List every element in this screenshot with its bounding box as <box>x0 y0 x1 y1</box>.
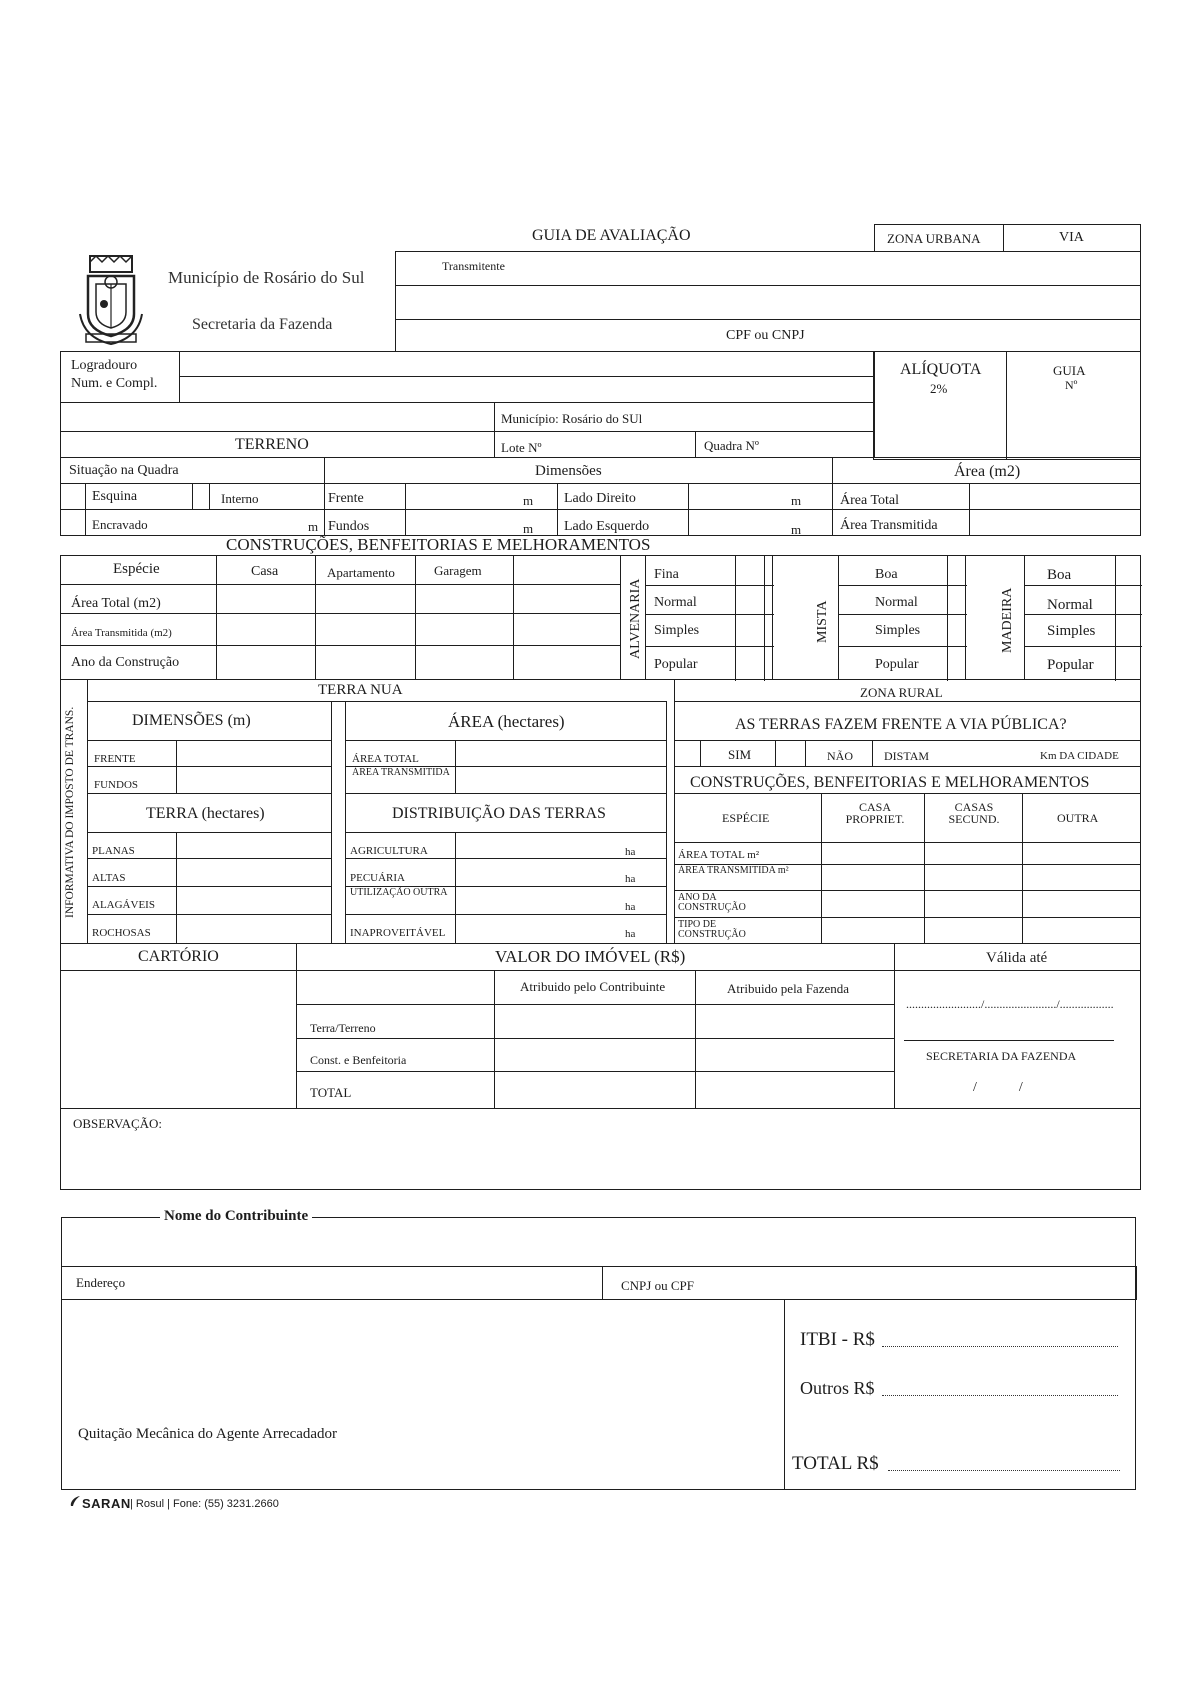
num-compl-field[interactable] <box>179 376 875 403</box>
alvenaria-options <box>645 555 773 680</box>
mista-opt-popular[interactable]: Popular <box>875 657 919 672</box>
lado-direito-label: Lado Direito <box>564 491 636 506</box>
observacao-field[interactable] <box>60 1108 1141 1190</box>
secretaria-date-slashes: / / <box>973 1080 1023 1095</box>
nome-contribuinte-field[interactable] <box>61 1217 1136 1267</box>
fundos-cell <box>324 509 406 536</box>
fundos-m: m <box>523 521 534 536</box>
rule <box>296 1004 894 1005</box>
outros-value-line[interactable] <box>882 1395 1118 1396</box>
rule <box>821 793 822 944</box>
valida-ate-label: Válida até <box>986 950 1048 966</box>
casa-propriet-label: CASA PROPRIET. <box>845 800 905 826</box>
planas-label: PLANAS <box>92 845 135 857</box>
zona-rural-title: ZONA RURAL <box>860 685 943 700</box>
madeira-opt-simples[interactable]: Simples <box>1047 623 1096 639</box>
esquina-cell[interactable] <box>85 483 193 510</box>
km-cidade-label: Km DA CIDADE <box>1040 750 1119 762</box>
municipio-line: Município: Rosário do SUl <box>501 411 643 426</box>
rule <box>296 1038 894 1039</box>
especie-rural-label: ESPÉCIE <box>722 811 770 825</box>
ano-construcao-rural-label: ANO DA CONSTRUÇÃO <box>678 892 746 913</box>
alvenaria-label: ALVENARIA <box>628 578 643 660</box>
area-total-m2-label: Área Total (m2) <box>71 596 161 611</box>
casa-label: Casa <box>251 564 279 579</box>
casas-secund-label: CASAS SECUND. <box>948 800 1000 826</box>
secretaria-name: Secretaria da Fazenda <box>192 316 333 333</box>
rule <box>620 555 621 680</box>
agricultura-ha: ha <box>625 846 636 858</box>
rule <box>60 613 620 614</box>
garagem-label: Garagem <box>434 563 482 578</box>
rule <box>87 766 332 767</box>
mista-opt-simples[interactable]: Simples <box>875 623 921 638</box>
rule <box>315 555 316 680</box>
terra-terreno-label: Terra/Terreno <box>310 1021 376 1035</box>
area-block <box>345 701 667 944</box>
informativa-side-label: INFORMATIVA DO IMPOSTO DE TRANS. <box>64 706 76 918</box>
rule <box>674 793 1141 794</box>
area-total-rural-label: ÁREA TOTAL m² <box>678 849 760 861</box>
area-hectares-label: ÁREA (hectares) <box>448 712 565 731</box>
rule <box>1025 585 1142 586</box>
guia-label: GUIA <box>1053 363 1086 378</box>
alvenaria-opt-normal[interactable]: Normal <box>654 595 697 610</box>
itbi-value-line[interactable] <box>882 1346 1118 1347</box>
rule <box>674 740 1141 741</box>
rule <box>805 740 806 766</box>
rule <box>345 914 667 915</box>
guia-no-label: Nº <box>1065 378 1078 392</box>
encravado-cell[interactable] <box>85 509 325 536</box>
alagaveis-label: ALAGÁVEIS <box>92 899 155 911</box>
esquina-label: Esquina <box>92 489 138 504</box>
rule <box>87 832 332 833</box>
rule <box>674 890 1141 891</box>
itbi-label: ITBI - R$ <box>800 1329 875 1350</box>
rule <box>674 917 1141 918</box>
altas-label: ALTAS <box>92 872 126 884</box>
guia-cell <box>1006 351 1141 460</box>
rule <box>513 555 514 680</box>
utilizacao-label: UTILIZAÇÃO OUTRA <box>350 887 448 898</box>
frente-label: FRENTE <box>94 753 136 765</box>
lote-field[interactable] <box>494 431 696 458</box>
area-m2-label: Área (m2) <box>954 463 1021 480</box>
rule <box>494 970 495 1109</box>
outra-label: OUTRA <box>1057 811 1099 825</box>
rule <box>415 555 416 680</box>
atribuido-contribuinte-label: Atribuido pelo Contribuinte <box>520 979 666 994</box>
terra-hectares-label: TERRA (hectares) <box>146 805 265 822</box>
madeira-opt-popular[interactable]: Popular <box>1047 657 1094 673</box>
rule <box>646 614 774 615</box>
dimensoes-label: Dimensões <box>535 463 602 479</box>
pecuaria-ha: ha <box>625 873 636 885</box>
rule <box>735 556 736 681</box>
footer-brand: SARAN <box>82 1496 131 1511</box>
apartamento-label: Apartamento <box>327 565 395 580</box>
lado-esquerdo-label: Lado Esquerdo <box>564 519 650 534</box>
transmitente-label: Transmitente <box>442 259 505 273</box>
inaproveitavel-label: INAPROVEITÁVEL <box>350 927 446 939</box>
dimensoes-header <box>324 457 833 484</box>
rule <box>60 970 1141 971</box>
rule <box>1025 614 1142 615</box>
payment-block <box>61 1299 1136 1490</box>
rule <box>924 793 925 944</box>
valida-date-line[interactable]: ........................./......................../.................. <box>906 997 1114 1011</box>
rule <box>296 1071 894 1072</box>
esquina-check[interactable] <box>192 483 210 510</box>
alvenaria-opt-fina[interactable]: Fina <box>654 567 679 582</box>
transmitente-line-2[interactable] <box>395 285 1141 320</box>
zona-urbana-cell <box>874 224 1004 252</box>
rule <box>60 584 620 585</box>
madeira-opt-normal[interactable]: Normal <box>1047 597 1093 613</box>
rule <box>784 1299 785 1490</box>
inaproveitavel-ha: ha <box>625 928 636 940</box>
ano-construcao-label: Ano da Construção <box>71 655 180 670</box>
footer-info: | Rosul | Fone: (55) 3231.2660 <box>130 1498 279 1510</box>
endereco-row <box>61 1266 1136 1300</box>
rule <box>87 914 332 915</box>
mista-opt-normal[interactable]: Normal <box>875 595 918 610</box>
rule <box>695 970 696 1109</box>
rule <box>775 740 776 766</box>
rule <box>176 832 177 944</box>
const-benfeitoria-label: Const. e Benfeitoria <box>310 1053 407 1067</box>
rule <box>216 555 217 680</box>
rule <box>674 701 1141 702</box>
lado-direito-cell <box>557 483 689 510</box>
frente-m: m <box>523 493 534 508</box>
especie-label: Espécie <box>113 561 160 577</box>
madeira-options <box>1024 555 1141 680</box>
rule <box>87 793 332 794</box>
dimensoes-m-label: DIMENSÕES (m) <box>132 712 251 729</box>
aliquota-label: ALÍQUOTA <box>900 361 982 378</box>
rule <box>345 793 667 794</box>
fundos-label: FUNDOS <box>94 779 139 791</box>
coat-of-arms-icon <box>78 254 144 346</box>
situacao-label: Situação na Quadra <box>69 463 179 478</box>
via-cell <box>1003 224 1141 252</box>
form-title: GUIA DE AVALIAÇÃO <box>532 227 691 244</box>
aliquota-value: 2% <box>930 381 948 396</box>
rule <box>345 858 667 859</box>
rule <box>674 766 1141 767</box>
lado-esquerdo-cell <box>557 509 689 536</box>
via-label: VIA <box>1059 230 1084 245</box>
endereco-label: Endereço <box>76 1275 126 1290</box>
cnpj-cpf-label: CNPJ ou CPF <box>621 1278 694 1293</box>
total-value-line[interactable] <box>888 1470 1120 1471</box>
area-transmitida-label: ÁREA TRANSMITIDA <box>352 767 450 778</box>
rule <box>455 832 456 944</box>
nome-contribuinte-label: Nome do Contribuinte <box>160 1209 312 1224</box>
municipio-field <box>494 402 875 432</box>
area-transmitida-cell <box>832 509 970 536</box>
cartorio-label: CARTÓRIO <box>138 948 219 965</box>
logradouro-field[interactable] <box>179 351 875 377</box>
valor-imovel-title: VALOR DO IMÓVEL (R$) <box>495 947 686 966</box>
terra-nua-title: TERRA NUA <box>318 682 403 698</box>
rule <box>87 886 332 887</box>
rule <box>764 556 765 681</box>
quadra-field[interactable] <box>695 431 875 458</box>
num-compl-label: Num. e Compl. <box>71 376 158 391</box>
aliquota-cell <box>873 351 1007 460</box>
distribuicao-label: DISTRIBUIÇÃO DAS TERRAS <box>392 805 606 822</box>
rule <box>345 832 667 833</box>
rule <box>904 1040 1114 1041</box>
terreno-label: TERRENO <box>235 436 309 453</box>
terreno-header-row <box>60 457 1141 484</box>
distam-label: DISTAM <box>884 749 930 763</box>
terreno-row <box>60 431 874 458</box>
frente-label: Frente <box>328 491 364 506</box>
madeira-opt-boa[interactable]: Boa <box>1047 567 1072 583</box>
cpf-cnpj-label: CPF ou CNPJ <box>726 328 805 343</box>
outros-label: Outros R$ <box>800 1378 875 1398</box>
area-total-cell <box>832 483 970 510</box>
terreno-row-1 <box>60 483 1141 510</box>
rule <box>60 645 620 646</box>
lado-esquerdo-m: m <box>791 522 802 537</box>
rule <box>176 740 177 793</box>
alvenaria-opt-popular[interactable]: Popular <box>654 657 698 672</box>
area-total-label: Área Total <box>840 493 900 508</box>
rochosas-label: ROCHOSAS <box>92 927 151 939</box>
interno-label: Interno <box>221 491 259 506</box>
area-transmitida-label: Área Transmitida <box>840 518 938 533</box>
quitacao-label: Quitação Mecânica do Agente Arrecadador <box>78 1426 338 1442</box>
lado-direito-m: m <box>791 493 802 508</box>
total-recibo-label: TOTAL R$ <box>792 1453 879 1474</box>
rule <box>646 646 774 647</box>
madeira-label: MADEIRA <box>1000 587 1015 653</box>
mista-options <box>838 555 966 680</box>
construcoes-rural-title: CONSTRUÇÕES, BENFEITORIAS E MELHORAMENTOS <box>690 774 1090 791</box>
agricultura-label: AGRICULTURA <box>350 845 428 857</box>
rule <box>947 556 948 681</box>
sim-option[interactable]: SIM <box>728 747 752 762</box>
rule <box>894 943 895 1109</box>
rule <box>646 585 774 586</box>
rule <box>1022 793 1023 944</box>
saran-logo-icon <box>68 1494 82 1508</box>
rule <box>700 740 701 766</box>
frente-via-question: AS TERRAS FAZEM FRENTE A VIA PÚBLICA? <box>735 716 1067 733</box>
rule <box>674 842 1141 843</box>
rule <box>87 740 332 741</box>
pecuaria-label: PECUÁRIA <box>350 872 406 884</box>
construcoes-table <box>60 555 1141 680</box>
atribuido-fazenda-label: Atribuido pela Fazenda <box>727 981 850 996</box>
rule <box>1025 646 1142 647</box>
total-valor-label: TOTAL <box>310 1085 352 1100</box>
utilizacao-ha: ha <box>625 901 636 913</box>
quadra-label: Quadra Nº <box>704 438 759 453</box>
encravado-m: m <box>308 519 319 534</box>
cnpj-cpf-field[interactable] <box>602 1266 1137 1300</box>
rule <box>345 740 667 741</box>
lote-label: Lote Nº <box>501 440 542 455</box>
mista-opt-boa[interactable]: Boa <box>875 567 898 582</box>
fundos-label: Fundos <box>328 519 370 534</box>
area-transmitida-m2-label: Área Transmitida (m2) <box>71 627 172 639</box>
mista-label: MISTA <box>815 600 830 644</box>
area-total-label: ÁREA TOTAL <box>352 753 419 765</box>
nao-option[interactable]: NÃO <box>827 749 853 763</box>
rule <box>296 943 297 1109</box>
rule <box>455 740 456 793</box>
logradouro-row <box>60 351 874 403</box>
transmitente-field[interactable] <box>395 251 1141 286</box>
tipo-construcao-rural-label: TIPO DE CONSTRUÇÃO <box>678 919 746 940</box>
observacao-label: OBSERVAÇÃO: <box>73 1116 163 1131</box>
alvenaria-opt-simples[interactable]: Simples <box>654 623 700 638</box>
municipio-row <box>60 402 874 432</box>
rule <box>1115 556 1116 681</box>
terreno-row-2 <box>60 509 1141 536</box>
encravado-label: Encravado <box>92 517 148 532</box>
zona-urbana-label: ZONA URBANA <box>887 231 981 246</box>
rule <box>87 858 332 859</box>
secretaria-fazenda-label: SECRETARIA DA FAZENDA <box>926 1049 1077 1063</box>
construcoes-title: CONSTRUÇÕES, BENFEITORIAS E MELHORAMENTOS <box>226 535 651 554</box>
municipio-name: Município de Rosário do Sul <box>168 268 365 287</box>
logradouro-label: Logradouro <box>71 358 138 373</box>
area-transmitida-rural-label: ÁREA TRANSMITIDA m² <box>678 865 789 876</box>
cpf-cnpj-field[interactable] <box>395 319 1141 352</box>
rule <box>872 740 873 766</box>
frente-cell <box>324 483 406 510</box>
